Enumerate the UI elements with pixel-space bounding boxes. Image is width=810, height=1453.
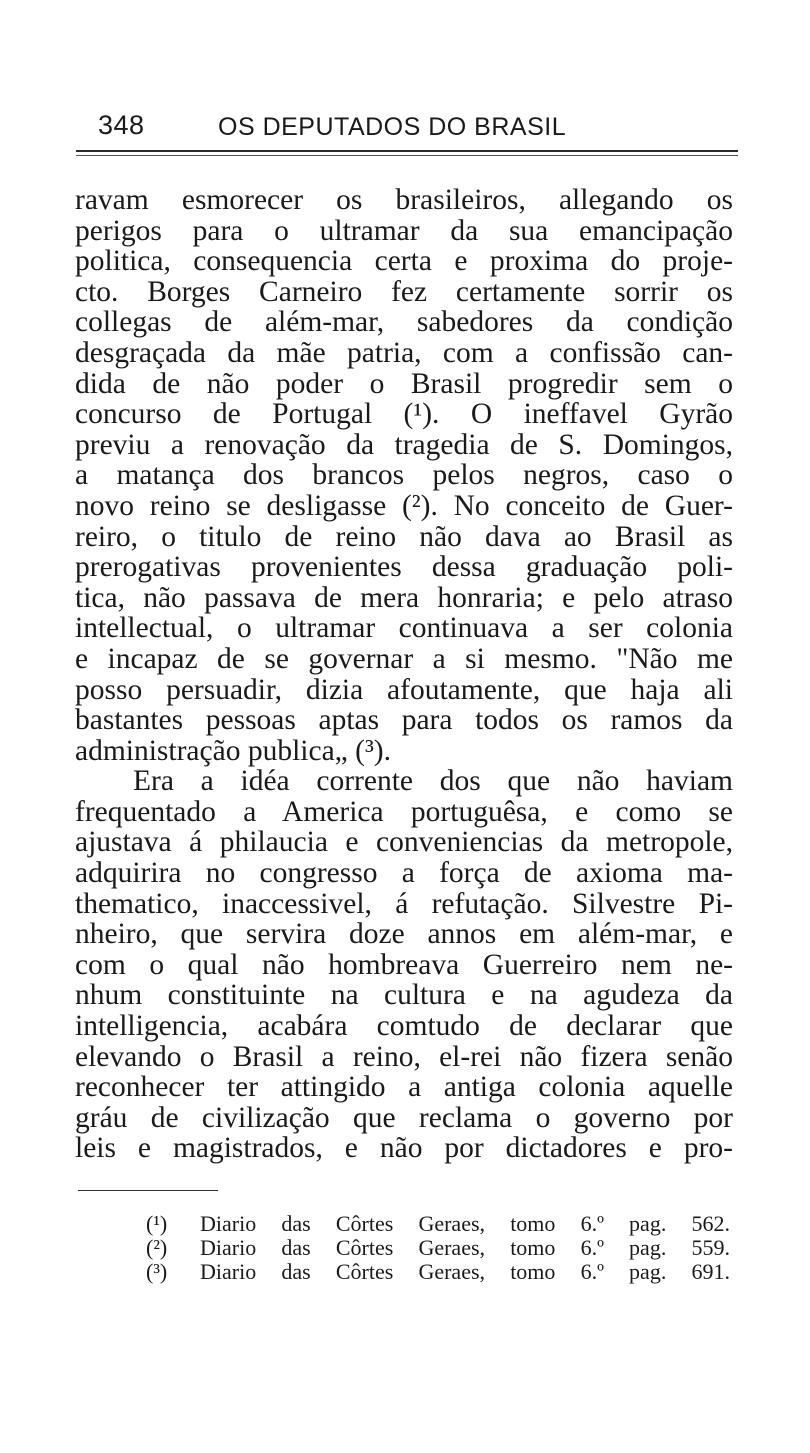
running-title: OS DEPUTADOS DO BRASIL — [218, 113, 567, 141]
text-line: adquirira no congresso a força de axioma ma- — [75, 857, 733, 890]
text-line: intelligencia, acabára comtudo de declarar que — [75, 1010, 733, 1043]
text-line: frequentado a America portuguêsa, e como se — [75, 795, 733, 828]
text-line: concurso de Portugal (¹). O ineffavel Gyrão — [75, 398, 733, 431]
text-line: prerogativas provenientes dessa graduação poli- — [75, 551, 733, 584]
text-line: ajustava á philaucia e conveniencias da metropole, — [75, 826, 733, 859]
footnote-text: Diario das Côrtes Geraes, tomo 6.º pag. 691. — [200, 1259, 730, 1284]
page-header — [98, 110, 738, 150]
text-line: tica, não passava de mera honraria; e pelo atraso — [75, 581, 733, 614]
footnotes — [146, 1212, 736, 1284]
text-line: bastantes pessoas aptas para todos os ramos da — [75, 704, 733, 737]
footnote-mark: (¹) — [146, 1211, 168, 1236]
text-line-paragraph-start: Era a idéa corrente dos que não haviam — [133, 765, 733, 798]
text-line: cto. Borges Carneiro fez certamente sorrir os — [75, 275, 733, 308]
text-line: politica, consequencia certa e proxima do proje- — [75, 245, 733, 278]
text-line: collegas de além-mar, sabedores da condição — [75, 306, 733, 339]
footnote-text: Diario das Côrtes Geraes, tomo 6.º pag. 562. — [200, 1211, 730, 1236]
header-rule-thin — [76, 155, 738, 156]
text-line: perigos para o ultramar da sua emancipação — [75, 214, 733, 247]
text-line: reconhecer ter attingido a antiga colonia aquelle — [75, 1071, 733, 1104]
text-line: nheiro, que servira doze annos em além-mar, e — [75, 918, 733, 951]
text-line: leis e magistrados, e não por dictadores e pro- — [75, 1132, 733, 1165]
header-rule — [76, 150, 738, 152]
footnote-2 — [146, 1236, 736, 1260]
text-line: com o qual não hombreava Guerreiro nem ne- — [75, 948, 733, 981]
text-line: gráu de civilização que reclama o governo por — [75, 1101, 733, 1134]
text-line: administração publica„ (³). — [75, 734, 392, 767]
text-line: dida de não poder o Brasil progredir sem o — [75, 367, 733, 400]
text-line: desgraçada da mãe patria, com a confissão can- — [75, 336, 733, 369]
text-line: novo reino se desligasse (²). No conceito de Guer- — [75, 489, 733, 522]
footnote-1 — [146, 1212, 736, 1236]
text-line: a matança dos brancos pelos negros, caso o — [75, 459, 733, 492]
body-text — [75, 185, 733, 1164]
text-line: posso persuadir, dizia afoutamente, que haja ali — [75, 673, 733, 706]
footnote-rule — [78, 1190, 218, 1191]
text-line: reiro, o titulo de reino não dava ao Brasil as — [75, 520, 733, 553]
text-line: e incapaz de se governar a si mesmo. "Não me — [75, 642, 733, 675]
text-line: nhum constituinte na cultura e na agudeza da — [75, 979, 733, 1012]
page-number: 348 — [98, 110, 145, 140]
text-line: previu a renovação da tragedia de S. Domingos, — [75, 428, 733, 461]
text-line: intellectual, o ultramar continuava a ser colonia — [75, 612, 733, 645]
text-line: ravam esmorecer os brasileiros, allegando os — [75, 184, 733, 216]
footnote-3 — [146, 1260, 736, 1284]
text-line: thematico, inaccessivel, á refutação. Silvestre Pi- — [75, 887, 733, 920]
text-line: elevando o Brasil a reino, el-rei não fizera senão — [75, 1040, 733, 1073]
footnote-text: Diario das Côrtes Geraes, tomo 6.º pag. 559. — [200, 1235, 730, 1260]
footnote-mark: (²) — [146, 1235, 168, 1260]
footnote-mark: (³) — [146, 1259, 168, 1284]
